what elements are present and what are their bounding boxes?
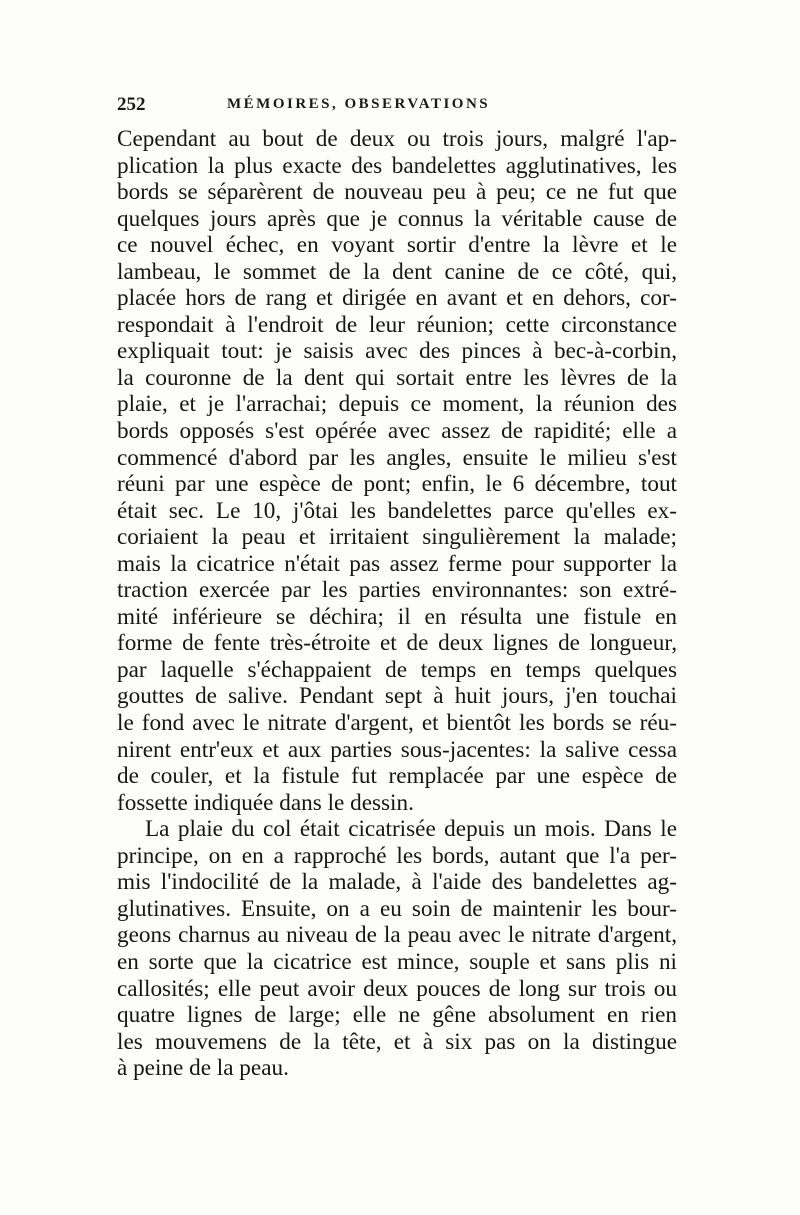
- text-line: en sorte que la cicatrice est mince, souple et sans plis ni: [117, 948, 677, 975]
- text-line: respondait à l'endroit de leur réunion; cette circonstance: [117, 311, 677, 338]
- text-line: mis l'indocilité de la malade, à l'aide des bandelettes ag-: [117, 869, 677, 896]
- paragraph-2: [117, 816, 677, 1081]
- text-line: nirent entr'eux et aux parties sous-jacentes: la salive cessa: [117, 736, 677, 763]
- text-line: expliquait tout: je saisis avec des pinces à bec-à-corbin,: [117, 338, 677, 365]
- text-line: commencé d'abord par les angles, ensuite le milieu s'est: [117, 444, 677, 471]
- text-line: la couronne de la dent qui sortait entre les lèvres de la: [117, 364, 677, 391]
- text-line: réuni par une espèce de pont; enfin, le 6 décembre, tout: [117, 471, 677, 498]
- text-line: ce nouvel échec, en voyant sortir d'entre la lèvre et le: [117, 232, 677, 259]
- text-line: plication la plus exacte des bandelettes agglutinatives, les: [117, 152, 677, 179]
- text-line: geons charnus au niveau de la peau avec le nitrate d'argent,: [117, 922, 677, 949]
- body-text: [117, 126, 677, 1082]
- text-line: de couler, et la fistule fut remplacée par une espèce de: [117, 763, 677, 790]
- text-line: bords opposés s'est opérée avec assez de rapidité; elle a: [117, 418, 677, 445]
- text-line: mais la cicatrice n'était pas assez ferme pour supporter la: [117, 550, 677, 577]
- text-line: placée hors de rang et dirigée en avant et en dehors, cor-: [117, 285, 677, 312]
- text-line: forme de fente très-étroite et de deux lignes de longueur,: [117, 630, 677, 657]
- text-line: lambeau, le sommet de la dent canine de ce côté, qui,: [117, 258, 677, 285]
- text-line: traction exercée par les parties environnantes: son extré-: [117, 577, 677, 604]
- text-line: le fond avec le nitrate d'argent, et bientôt les bords se réu-: [117, 710, 677, 737]
- text-line: quelques jours après que je connus la véritable cause de: [117, 205, 677, 232]
- page-number: 252: [117, 94, 146, 115]
- text-line: bords se séparèrent de nouveau peu à peu; ce ne fut que: [117, 179, 677, 206]
- paragraph-1: [117, 126, 677, 816]
- text-line: quatre lignes de large; elle ne gêne absolument en rien: [117, 1002, 677, 1029]
- text-line: La plaie du col était cicatrisée depuis un mois. Dans le: [145, 816, 677, 843]
- text-line: fossette indiquée dans le dessin.: [117, 789, 414, 816]
- running-title: MÉMOIRES, OBSERVATIONS: [227, 96, 491, 112]
- text-line: gouttes de salive. Pendant sept à huit jours, j'en touchai: [117, 683, 677, 710]
- page-header: [117, 94, 677, 120]
- text-line: coriaient la peau et irritaient singulièrement la malade;: [117, 524, 677, 551]
- text-line: à peine de la peau.: [117, 1055, 289, 1082]
- text-line: principe, on en a rapproché les bords, autant que l'a per-: [117, 842, 677, 869]
- text-line: par laquelle s'échappaient de temps en temps quelques: [117, 656, 677, 683]
- text-line: callosités; elle peut avoir deux pouces de long sur trois ou: [117, 975, 677, 1002]
- text-line: mité inférieure se déchira; il en résulta une fistule en: [117, 603, 677, 630]
- text-line: les mouvemens de la tête, et à six pas on la distingue: [117, 1028, 677, 1055]
- text-line: était sec. Le 10, j'ôtai les bandelettes parce qu'elles ex-: [117, 497, 677, 524]
- text-line: glutinatives. Ensuite, on a eu soin de maintenir les bour-: [117, 895, 677, 922]
- text-line: Cependant au bout de deux ou trois jours, malgré l'ap-: [117, 126, 677, 152]
- text-line: plaie, et je l'arrachai; depuis ce moment, la réunion des: [117, 391, 677, 418]
